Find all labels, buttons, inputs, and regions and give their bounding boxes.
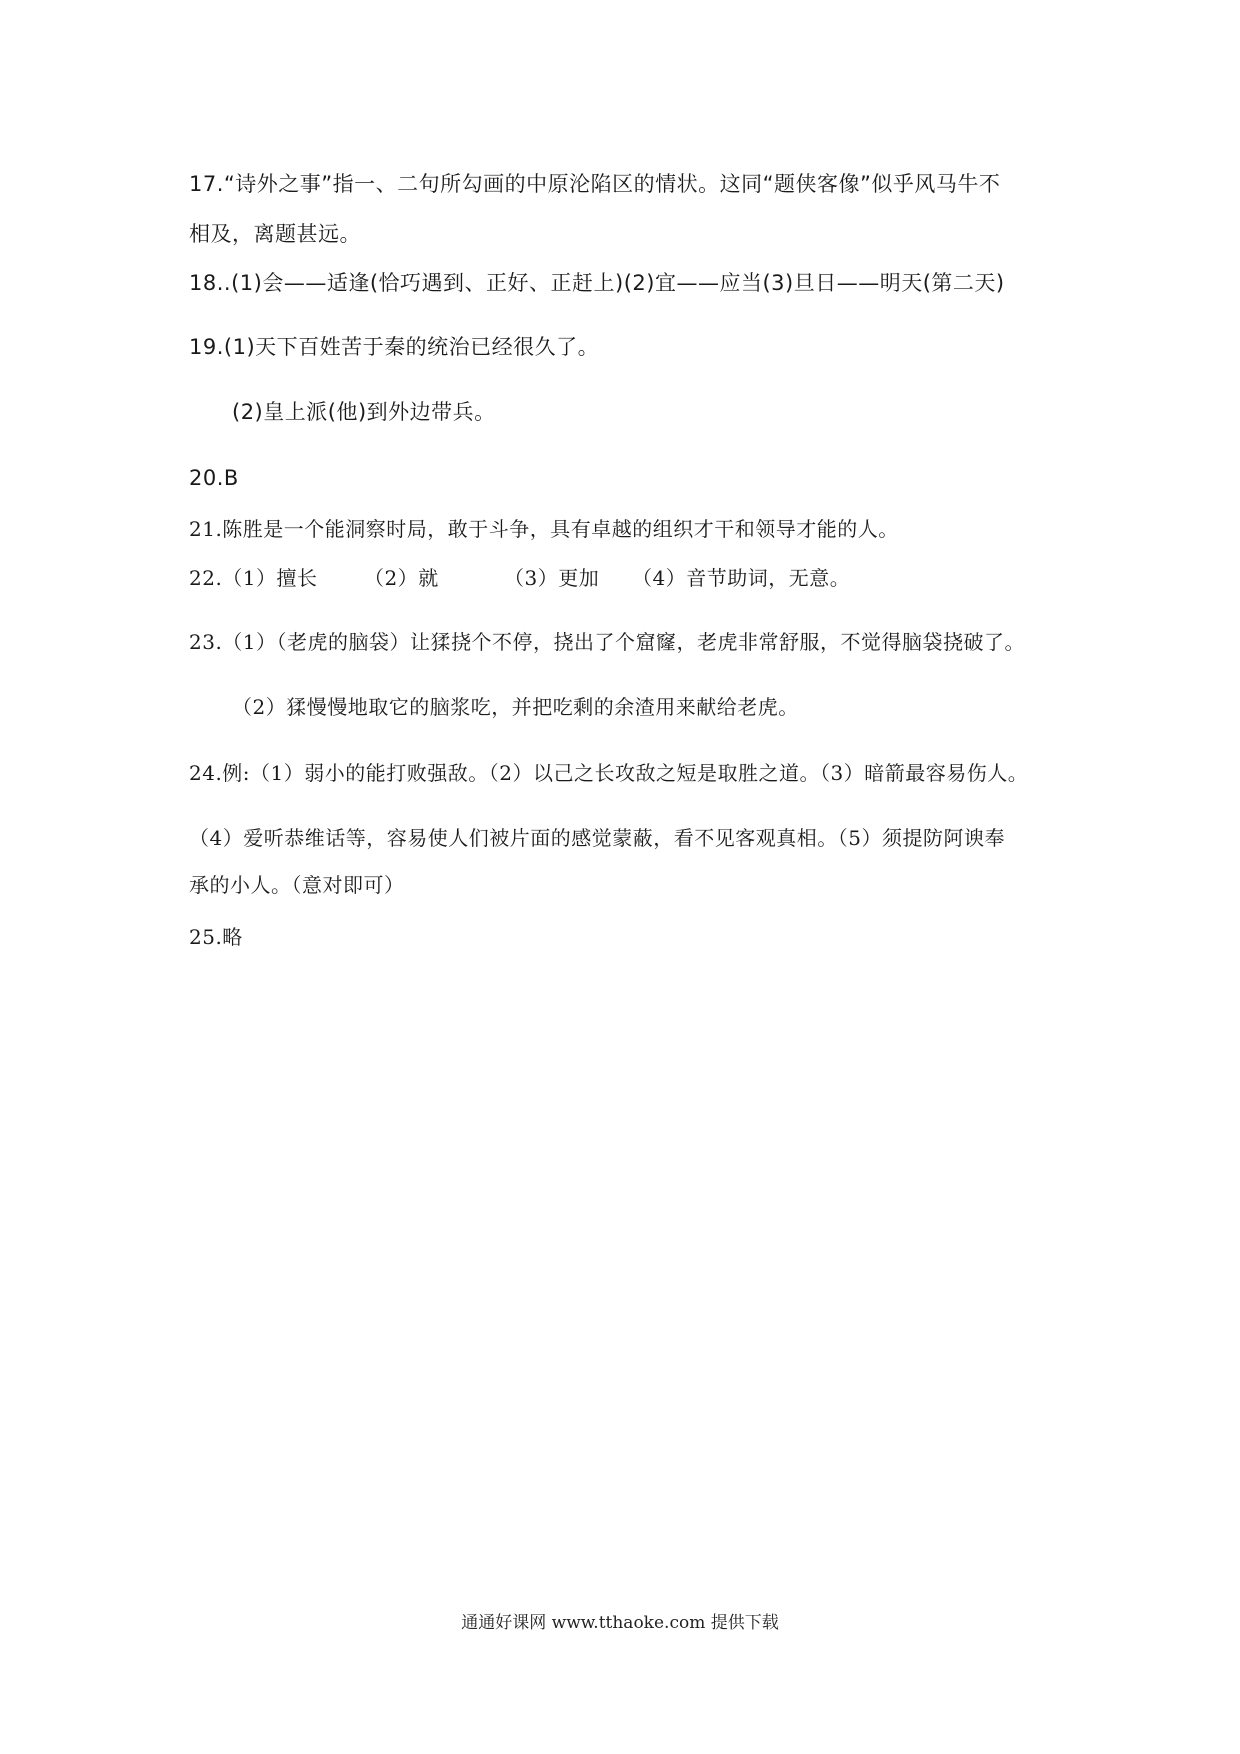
answer-20: 20.B [189,466,239,490]
answer-17-line-2: 相及，离题甚远。 [189,222,361,246]
answer-22-item-3: （3）更加 [504,566,600,590]
answer-17-line-1: 17.“诗外之事”指一、二句所勾画的中原沦陷区的情状。这同“题侠客像”似乎风马牛不 [189,172,1001,196]
answer-21: 21.陈胜是一个能洞察时局，敢于斗争，具有卓越的组织才干和领导才能的人。 [189,517,899,541]
answer-22-item-2: （2）就 [364,566,439,590]
answer-19-part-1: 19.(1)天下百姓苦于秦的统治已经很久了。 [189,335,600,359]
answer-23-part-1: 23.（1）（老虎的脑袋）让猱挠个不停，挠出了个窟窿，老虎非常舒服，不觉得脑袋挠破了。 [189,630,1026,654]
answer-22 [189,564,850,592]
answer-24-line-3: 承的小人。（意对即可） [189,873,405,897]
answer-25: 25.略 [189,925,243,949]
answer-19-part-2: (2)皇上派(他)到外边带兵。 [232,400,496,424]
answer-23-part-2: （2）猱慢慢地取它的脑浆吃，并把吃剩的余渣用来献给老虎。 [232,695,799,719]
footer-download-note: 通通好课网 www.tthaoke.com 提供下载 [461,1613,779,1633]
answer-22-item-1: 22.（1）擅长 [189,566,318,590]
answer-18: 18..(1)会——适逢(恰巧遇到、正好、正赶上)(2)宜——应当(3)旦日——明天(第二天) [189,271,1005,295]
answer-24-line-2: （4）爱听恭维话等，容易使人们被片面的感觉蒙蔽，看不见客观真相。（5）须提防阿谀奉 [189,826,1005,850]
answer-24-line-1: 24.例:（1）弱小的能打败强敌。（2）以己之长攻敌之短是取胜之道。（3）暗箭最容易伤人。 [189,761,1029,785]
answer-22-item-4: （4）音节助词，无意。 [632,566,851,590]
